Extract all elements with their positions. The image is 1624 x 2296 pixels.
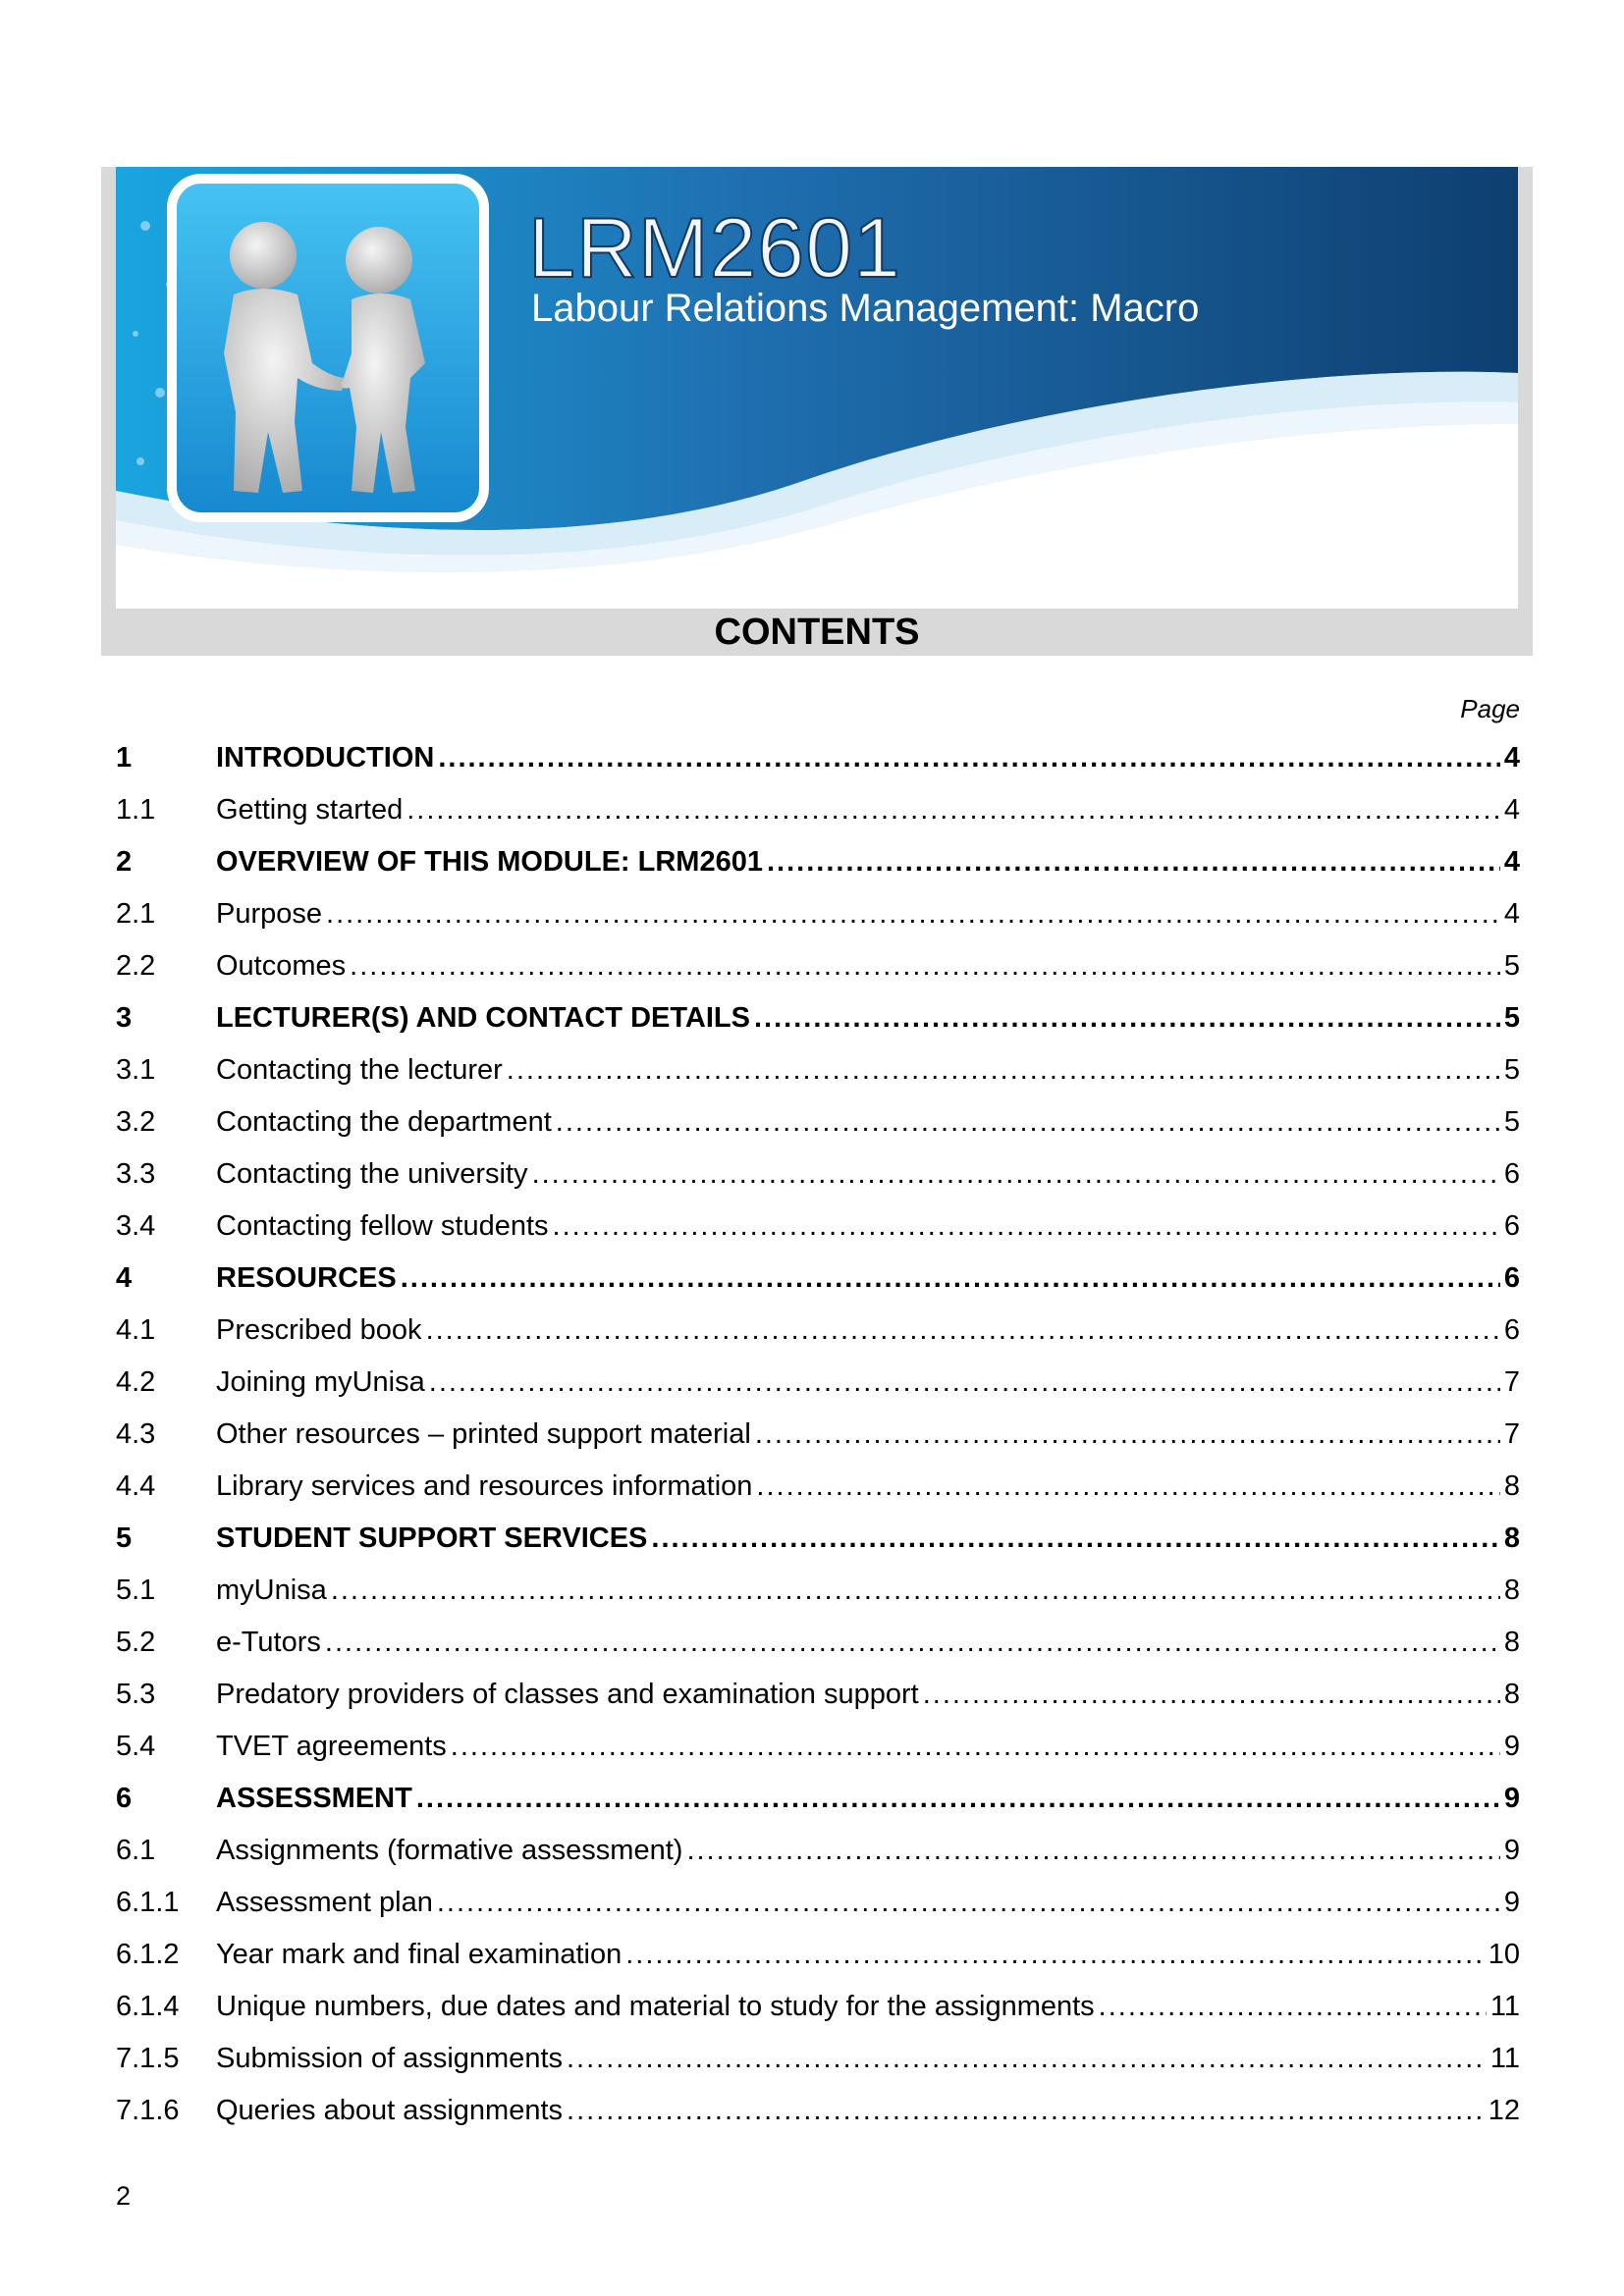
toc-dot-leader <box>416 1779 1500 1818</box>
toc-dot-leader <box>325 1623 1500 1662</box>
toc-entry-title: RESOURCES <box>216 1262 397 1294</box>
toc-entry-page: 6 <box>1503 1158 1520 1190</box>
toc-dot-leader <box>686 1831 1499 1870</box>
toc-entry-number: 6.1.4 <box>116 1991 180 2022</box>
module-title: Labour Relations Management: Macro <box>531 287 1200 330</box>
toc-entry-number: 3.4 <box>116 1210 156 1242</box>
toc-entry-page: 11 <box>1489 1991 1520 2022</box>
toc-dot-leader <box>437 1883 1500 1922</box>
toc-entry-page: 10 <box>1488 1939 1520 1970</box>
toc-entry-title: Contacting the department <box>216 1106 552 1138</box>
toc-entry-page: 4 <box>1503 794 1520 826</box>
toc-entry-number: 7.1.6 <box>116 2095 180 2126</box>
toc-entry-title: LECTURER(S) AND CONTACT DETAILS <box>216 1002 750 1034</box>
toc-entry-page: 5 <box>1503 1054 1520 1086</box>
toc-entry-page: 5 <box>1503 950 1520 982</box>
toc-entry <box>116 1675 1520 1727</box>
toc-entry-number: 3.1 <box>116 1054 156 1086</box>
toc-entry-number: 4 <box>116 1262 133 1294</box>
toc-entry-title: Contacting the university <box>216 1158 528 1190</box>
toc-dot-leader <box>1099 1987 1487 2026</box>
toc-entry-number: 5.2 <box>116 1627 156 1658</box>
toc-dot-leader <box>350 946 1500 986</box>
toc-entry-title: STUDENT SUPPORT SERVICES <box>216 1522 648 1554</box>
toc-entry-title: Library services and resources information <box>216 1470 753 1502</box>
page-column-label: Page <box>1460 694 1520 723</box>
toc-entry-title: INTRODUCTION <box>216 742 435 774</box>
toc-entry <box>116 1831 1520 1883</box>
toc-entry-number: 2.2 <box>116 950 156 982</box>
contents-heading: CONTENTS <box>714 612 920 653</box>
toc-dot-leader <box>326 894 1500 934</box>
toc-dot-leader <box>438 738 1500 777</box>
toc-dot-leader <box>401 1258 1500 1298</box>
toc-entry-number: 3 <box>116 1002 133 1034</box>
toc-entry-number: 4.3 <box>116 1418 156 1450</box>
toc-entry-page: 12 <box>1488 2095 1520 2126</box>
toc-entry-number: 2.1 <box>116 898 156 930</box>
toc-entry-number: 2 <box>116 846 133 878</box>
toc-dot-leader <box>331 1571 1500 1610</box>
toc-entry <box>116 1519 1520 1571</box>
toc-entry-number: 4.2 <box>116 1366 156 1398</box>
table-of-contents <box>116 738 1520 2143</box>
toc-entry <box>116 1050 1520 1102</box>
toc-entry-title: Outcomes <box>216 950 347 982</box>
toc-entry-number: 1 <box>116 742 133 774</box>
toc-entry <box>116 790 1520 842</box>
toc-entry <box>116 1258 1520 1310</box>
toc-entry-page: 8 <box>1503 1522 1520 1554</box>
toc-entry-title: Joining myUnisa <box>216 1366 425 1398</box>
toc-entry-number: 1.1 <box>116 794 156 826</box>
toc-dot-leader <box>532 1154 1500 1194</box>
toc-entry-title: TVET agreements <box>216 1731 447 1762</box>
toc-entry <box>116 1935 1520 1987</box>
toc-entry-title: Unique numbers, due dates and material to study for the assignments <box>216 1991 1095 2022</box>
module-code: LRM2601 <box>528 201 901 295</box>
toc-entry <box>116 738 1520 790</box>
toc-entry-title: Predatory providers of classes and examination support <box>216 1679 919 1710</box>
toc-entry-title: Other resources – printed support material <box>216 1418 751 1450</box>
toc-dot-leader <box>767 842 1500 881</box>
toc-entry-page: 9 <box>1503 1835 1520 1866</box>
toc-entry <box>116 1206 1520 1258</box>
toc-entry-title: Year mark and final examination <box>216 1939 623 1970</box>
toc-entry <box>116 1310 1520 1362</box>
toc-dot-leader <box>567 2091 1485 2130</box>
toc-entry-title: Contacting the lecturer <box>216 1054 503 1086</box>
toc-entry-title: Prescribed book <box>216 1314 422 1346</box>
toc-entry-page: 8 <box>1503 1575 1520 1606</box>
toc-dot-leader <box>451 1727 1500 1766</box>
toc-entry <box>116 946 1520 998</box>
toc-dot-leader <box>754 998 1500 1038</box>
toc-dot-leader <box>426 1310 1500 1350</box>
toc-entry <box>116 1727 1520 1779</box>
toc-entry-number: 3.3 <box>116 1158 156 1190</box>
toc-entry <box>116 1362 1520 1415</box>
toc-dot-leader <box>553 1206 1500 1246</box>
toc-entry <box>116 1467 1520 1519</box>
toc-entry <box>116 842 1520 894</box>
toc-entry-title: e-Tutors <box>216 1627 321 1658</box>
toc-entry-number: 6.1 <box>116 1835 156 1866</box>
toc-entry <box>116 2091 1520 2143</box>
toc-entry-title: Submission of assignments <box>216 2043 563 2074</box>
toc-entry-page: 5 <box>1503 1106 1520 1138</box>
page-number: 2 <box>116 2181 132 2211</box>
toc-entry-title: ASSESSMENT <box>216 1783 412 1814</box>
toc-entry-page: 9 <box>1503 1731 1520 1762</box>
toc-entry <box>116 1883 1520 1935</box>
toc-entry <box>116 1154 1520 1206</box>
toc-entry-number: 6.1.1 <box>116 1887 180 1918</box>
toc-dot-leader <box>567 2039 1487 2078</box>
toc-dot-leader <box>651 1519 1499 1558</box>
toc-entry <box>116 1779 1520 1831</box>
toc-dot-leader <box>556 1102 1500 1142</box>
toc-entry-page: 6 <box>1503 1262 1520 1294</box>
toc-entry-title: Assessment plan <box>216 1887 433 1918</box>
toc-dot-leader <box>923 1675 1500 1714</box>
toc-dot-leader <box>756 1467 1499 1506</box>
toc-entry-title: Queries about assignments <box>216 2095 564 2126</box>
toc-entry-title: OVERVIEW OF THIS MODULE: LRM2601 <box>216 846 763 878</box>
toc-entry-page: 6 <box>1503 1210 1520 1242</box>
toc-entry-number: 5.3 <box>116 1679 156 1710</box>
toc-entry-number: 5.4 <box>116 1731 156 1762</box>
toc-entry-number: 6 <box>116 1783 133 1814</box>
toc-entry <box>116 1102 1520 1154</box>
toc-entry-title: Assignments (formative assessment) <box>216 1835 683 1866</box>
toc-entry <box>116 998 1520 1050</box>
toc-entry <box>116 1415 1520 1467</box>
toc-entry-number: 4.1 <box>116 1314 156 1346</box>
toc-entry-page: 8 <box>1503 1627 1520 1658</box>
toc-dot-leader <box>755 1415 1500 1454</box>
toc-entry <box>116 2039 1520 2091</box>
toc-entry-page: 7 <box>1503 1366 1520 1398</box>
toc-entry-number: 4.4 <box>116 1470 156 1502</box>
toc-entry-page: 7 <box>1503 1418 1520 1450</box>
toc-entry-page: 6 <box>1503 1314 1520 1346</box>
toc-entry-number: 6.1.2 <box>116 1939 180 1970</box>
toc-entry-page: 9 <box>1503 1783 1520 1814</box>
toc-entry-page: 8 <box>1503 1470 1520 1502</box>
toc-entry-page: 5 <box>1503 1002 1520 1034</box>
toc-dot-leader <box>625 1935 1485 1974</box>
toc-entry-number: 5.1 <box>116 1575 156 1606</box>
toc-entry-title: Getting started <box>216 794 404 826</box>
toc-entry-page: 8 <box>1503 1679 1520 1710</box>
toc-entry-number: 5 <box>116 1522 133 1554</box>
toc-entry-page: 4 <box>1503 898 1520 930</box>
toc-entry-page: 4 <box>1503 846 1520 878</box>
toc-entry <box>116 1571 1520 1623</box>
toc-entry-title: Contacting fellow students <box>216 1210 549 1242</box>
toc-entry-number: 3.2 <box>116 1106 156 1138</box>
toc-entry <box>116 894 1520 946</box>
toc-entry-page: 11 <box>1489 2043 1520 2074</box>
toc-entry-number: 7.1.5 <box>116 2043 180 2074</box>
toc-dot-leader <box>429 1362 1500 1402</box>
toc-dot-leader <box>406 790 1500 829</box>
toc-entry-page: 4 <box>1503 742 1520 774</box>
toc-entry-title: myUnisa <box>216 1575 327 1606</box>
toc-dot-leader <box>507 1050 1500 1090</box>
toc-entry-page: 9 <box>1503 1887 1520 1918</box>
banner-image <box>116 167 1518 609</box>
toc-entry <box>116 1623 1520 1675</box>
module-banner <box>101 167 1533 656</box>
toc-entry-title: Purpose <box>216 898 323 930</box>
toc-entry <box>116 1987 1520 2039</box>
